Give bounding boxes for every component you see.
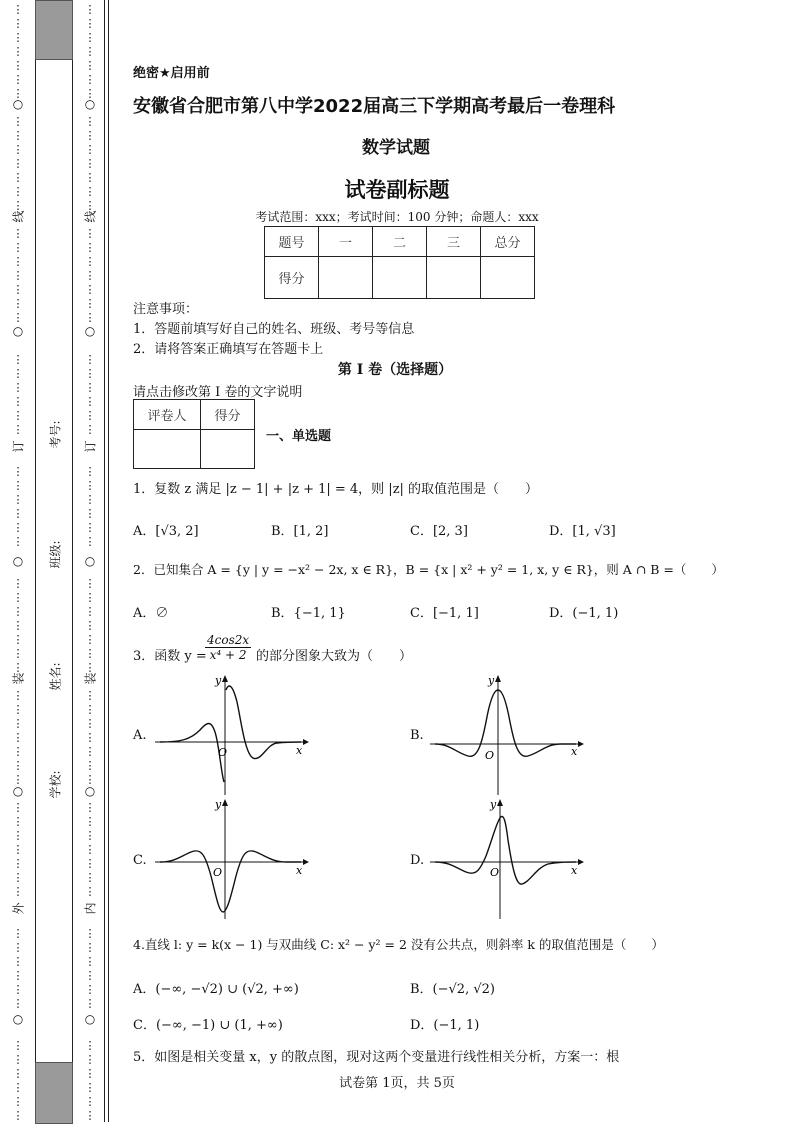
cut-line-dot: ⋮ xyxy=(12,745,24,758)
cut-line-circle: ○ xyxy=(84,97,96,111)
field-exam-number: 考号: xyxy=(48,420,63,449)
cut-line-char: 订 xyxy=(83,440,98,453)
cut-line-dot: ⋮ xyxy=(84,493,96,506)
cut-line-circle: ○ xyxy=(12,784,24,798)
cut-line-dot: ⋮ xyxy=(84,1053,96,1066)
score-table-header: 总分 xyxy=(481,227,535,257)
graph-origin-label: O xyxy=(485,749,495,762)
graph-option-a[interactable] xyxy=(155,672,310,797)
option-1-b[interactable]: B．[1, 2] xyxy=(271,524,329,539)
cut-line-dot: ⋮ xyxy=(84,773,96,786)
cut-line-dot: ⋮ xyxy=(12,171,24,184)
cut-line-dot: ⋮ xyxy=(84,843,96,856)
cut-line-dot: ⋮ xyxy=(12,507,24,520)
cut-line-dot: ⋮ xyxy=(12,227,24,240)
cut-line-circle: ○ xyxy=(84,554,96,568)
cut-line-dot: ⋮ xyxy=(12,3,24,16)
section-title: 第 I 卷（选择题） xyxy=(337,362,453,378)
cut-line-dot: ⋮ xyxy=(84,3,96,16)
cut-line-dot: ⋮ xyxy=(84,283,96,296)
cut-line-dot: ⋮ xyxy=(12,829,24,842)
cut-line-dot: ⋮ xyxy=(84,87,96,100)
cut-line-dot: ⋮ xyxy=(12,59,24,72)
cut-line-dot: ⋮ xyxy=(12,941,24,954)
cut-line-dot: ⋮ xyxy=(12,31,24,44)
cut-line-circle: ○ xyxy=(84,324,96,338)
section-desc: 请点击修改第 I 卷的文字说明 xyxy=(133,385,303,400)
question-1-stem: 1．复数 z 满足 |z − 1| + |z + 1| = 4，则 |z| 的取值范围是（ ） xyxy=(133,482,539,497)
option-2-c[interactable]: C．[−1, 1] xyxy=(410,606,479,621)
cut-line-dot: ⋮ xyxy=(84,269,96,282)
cut-line-dot: ⋮ xyxy=(84,465,96,478)
cut-line-dot: ⋮ xyxy=(84,367,96,380)
graph-y-label: y xyxy=(488,674,495,687)
cut-line-dot: ⋮ xyxy=(84,255,96,268)
cut-line-dot: ⋮ xyxy=(84,731,96,744)
cut-line-dot: ⋮ xyxy=(84,241,96,254)
cut-line-dot: ⋮ xyxy=(12,997,24,1010)
cut-line-dot: ⋮ xyxy=(12,591,24,604)
cut-line-char: 线 xyxy=(83,210,98,223)
cut-line-dot: ⋮ xyxy=(12,381,24,394)
score-table-header: 三 xyxy=(427,227,481,257)
part-heading: 一、单选题 xyxy=(266,429,332,444)
cut-line-dot: ⋮ xyxy=(84,297,96,310)
cut-line-dot: ⋮ xyxy=(12,115,24,128)
cut-line-dot: ⋮ xyxy=(12,815,24,828)
paper-subtitle: 试卷副标题 xyxy=(344,178,450,202)
cut-line-dot: ⋮ xyxy=(84,381,96,394)
score-cell[interactable] xyxy=(373,257,427,299)
cut-line-dot: ⋮ xyxy=(84,59,96,72)
score-table-header: 题号 xyxy=(265,227,319,257)
score-cell[interactable] xyxy=(319,257,373,299)
cut-line-dot: ⋮ xyxy=(12,969,24,982)
option-4-a[interactable]: A．(−∞, −√2) ∪ (√2, +∞) xyxy=(133,982,299,997)
cut-line-dot: ⋮ xyxy=(84,311,96,324)
cut-line-dot: ⋮ xyxy=(84,759,96,772)
grader-cell[interactable] xyxy=(134,430,201,469)
cut-line-dot: ⋮ xyxy=(84,955,96,968)
cut-line-dot: ⋮ xyxy=(84,605,96,618)
cut-line-dot: ⋮ xyxy=(12,423,24,436)
cut-line-dot: ⋮ xyxy=(84,801,96,814)
cut-line-dot: ⋮ xyxy=(84,199,96,212)
cut-line-dot: ⋮ xyxy=(84,479,96,492)
cut-line-dot: ⋮ xyxy=(12,535,24,548)
question-5-stem: 5．如图是相关变量 x，y 的散点图，现对这两个变量进行线性相关分析，方案一：根 xyxy=(133,1050,620,1065)
question-3-stem-prefix: 3．函数 y = xyxy=(133,649,207,664)
cut-line-dot: ⋮ xyxy=(12,465,24,478)
fraction-denominator: x⁴ + 2 xyxy=(209,648,247,662)
grader-header: 得分 xyxy=(201,400,255,430)
binding-gray-block-top xyxy=(35,0,73,60)
question-3-fraction xyxy=(205,633,251,662)
cut-line-dot: ⋮ xyxy=(84,591,96,604)
cut-line-dot: ⋮ xyxy=(12,1095,24,1108)
cut-line-dot: ⋮ xyxy=(12,647,24,660)
cut-line-dot: ⋮ xyxy=(84,857,96,870)
option-3-b[interactable]: B. xyxy=(410,728,424,743)
graph-option-d[interactable] xyxy=(430,796,585,921)
cut-line-dot: ⋮ xyxy=(12,87,24,100)
cut-line-dot: ⋮ xyxy=(12,927,24,940)
paper-title-line2: 数学试题 xyxy=(362,138,430,158)
fraction-numerator: 4cos2x xyxy=(207,633,250,647)
cut-line-dot: ⋮ xyxy=(12,199,24,212)
option-3-a[interactable]: A. xyxy=(133,728,147,743)
cut-line-dot: ⋮ xyxy=(84,507,96,520)
cut-line-dot: ⋮ xyxy=(84,73,96,86)
cut-line-circle: ○ xyxy=(12,97,24,111)
cut-line-dot: ⋮ xyxy=(84,829,96,842)
cut-line-dot: ⋮ xyxy=(84,927,96,940)
option-1-a[interactable]: A．[√3, 2] xyxy=(133,524,199,539)
cut-line-dot: ⋮ xyxy=(12,731,24,744)
option-4-c[interactable]: C．(−∞, −1) ∪ (1, +∞) xyxy=(133,1018,283,1033)
cut-line-dot: ⋮ xyxy=(12,955,24,968)
cut-line-dot: ⋮ xyxy=(84,17,96,30)
cut-line-dot: ⋮ xyxy=(12,1053,24,1066)
cut-line-dot: ⋮ xyxy=(84,1067,96,1080)
cut-line-dot: ⋮ xyxy=(84,115,96,128)
cut-line-dot: ⋮ xyxy=(12,45,24,58)
cut-line-dot: ⋮ xyxy=(84,703,96,716)
cut-line-dot: ⋮ xyxy=(12,857,24,870)
cut-line-dot: ⋮ xyxy=(84,45,96,58)
notes-item: 2．请将答案正确填写在答题卡上 xyxy=(133,342,324,357)
option-4-b[interactable]: B．(−√2, √2) xyxy=(410,982,495,997)
cut-line-dot: ⋮ xyxy=(12,1039,24,1052)
cut-line-dot: ⋮ xyxy=(84,871,96,884)
cut-line-dot: ⋮ xyxy=(12,1109,24,1122)
grader-cell[interactable] xyxy=(201,430,255,469)
option-2-a[interactable]: A．∅ xyxy=(133,606,169,621)
cut-line-dot: ⋮ xyxy=(84,521,96,534)
cut-line-dot: ⋮ xyxy=(12,157,24,170)
cut-line-dot: ⋮ xyxy=(84,661,96,674)
cut-line-dot: ⋮ xyxy=(12,801,24,814)
option-4-d[interactable]: D．(−1, 1) xyxy=(410,1018,480,1033)
graph-x-label: x xyxy=(571,864,578,877)
cut-line-dot: ⋮ xyxy=(12,521,24,534)
cut-line-dot: ⋮ xyxy=(12,661,24,674)
cut-line-dot: ⋮ xyxy=(84,129,96,142)
cut-line-char: 装 xyxy=(83,672,98,685)
graph-x-label: x xyxy=(571,745,578,758)
cut-line-dot: ⋮ xyxy=(84,1081,96,1094)
cut-line-dot: ⋮ xyxy=(12,759,24,772)
graph-y-label: y xyxy=(215,674,222,687)
cut-line-dot: ⋮ xyxy=(84,633,96,646)
score-cell[interactable] xyxy=(481,257,535,299)
cut-line-dot: ⋮ xyxy=(84,1095,96,1108)
option-1-c[interactable]: C．[2, 3] xyxy=(410,524,468,539)
graph-origin-label: O xyxy=(490,866,500,879)
score-table-header: 一 xyxy=(319,227,373,257)
graph-y-label: y xyxy=(215,798,222,811)
cut-line-dot: ⋮ xyxy=(84,815,96,828)
cut-line-dot: ⋮ xyxy=(12,717,24,730)
cut-line-dot: ⋮ xyxy=(84,535,96,548)
cut-line-dot: ⋮ xyxy=(84,997,96,1010)
cut-line-dot: ⋮ xyxy=(84,983,96,996)
cut-line-dot: ⋮ xyxy=(12,689,24,702)
cut-line-dot: ⋮ xyxy=(12,409,24,422)
cut-line-dot: ⋮ xyxy=(12,577,24,590)
cut-line-dot: ⋮ xyxy=(84,157,96,170)
notes-title: 注意事项： xyxy=(133,302,199,317)
graph-option-c[interactable] xyxy=(155,796,310,921)
field-school: 学校: xyxy=(48,770,63,799)
question-3-stem-suffix: 的部分图象大致为（ ） xyxy=(256,649,413,664)
cut-line-char: 订 xyxy=(11,440,26,453)
cut-line-char: 内 xyxy=(83,902,98,915)
cut-line-dot: ⋮ xyxy=(84,143,96,156)
cut-line-dot: ⋮ xyxy=(84,969,96,982)
cut-line-dot: ⋮ xyxy=(12,73,24,86)
cut-line-dot: ⋮ xyxy=(12,255,24,268)
field-name: 姓名: xyxy=(48,662,63,691)
option-2-d[interactable]: D．(−1, 1) xyxy=(549,606,619,621)
cut-line-dot: ⋮ xyxy=(12,983,24,996)
cut-line-dot: ⋮ xyxy=(12,619,24,632)
field-class: 班级: xyxy=(48,540,63,569)
cut-line-dot: ⋮ xyxy=(12,311,24,324)
cut-line-dot: ⋮ xyxy=(84,185,96,198)
cut-line-dot: ⋮ xyxy=(84,31,96,44)
question-4-stem: 4.直线 l: y = k(x − 1) 与双曲线 C: x² − y² = 2 没有公共点，则斜率 k 的取值范围是（ ） xyxy=(133,937,664,952)
graph-x-label: x xyxy=(296,864,303,877)
cut-line-dot: ⋮ xyxy=(12,479,24,492)
cut-line-dot: ⋮ xyxy=(12,367,24,380)
cut-line-dot: ⋮ xyxy=(84,717,96,730)
cut-line-dot: ⋮ xyxy=(12,843,24,856)
cut-line-dot: ⋮ xyxy=(12,703,24,716)
cut-line-dot: ⋮ xyxy=(84,423,96,436)
cut-line-dot: ⋮ xyxy=(84,647,96,660)
cut-line-dot: ⋮ xyxy=(12,1081,24,1094)
paper-title-line1: 安徽省合肥市第八中学2022届高三下学期高考最后一卷理科 xyxy=(133,96,616,117)
cut-line-circle: ○ xyxy=(84,1012,96,1026)
graph-y-label: y xyxy=(490,798,497,811)
cut-line-dot: ⋮ xyxy=(12,143,24,156)
cut-line-char: 装 xyxy=(11,672,26,685)
cut-line-dot: ⋮ xyxy=(12,129,24,142)
cut-line-char: 外 xyxy=(11,902,26,915)
cut-line-dot: ⋮ xyxy=(12,395,24,408)
cut-line-dot: ⋮ xyxy=(12,1067,24,1080)
cut-line-dot: ⋮ xyxy=(84,577,96,590)
cut-line-circle: ○ xyxy=(12,324,24,338)
cut-line-dot: ⋮ xyxy=(12,885,24,898)
cut-line-dot: ⋮ xyxy=(12,283,24,296)
notes-item: 1．答题前填写好自己的姓名、班级、考号等信息 xyxy=(133,322,415,337)
graph-origin-label: O xyxy=(218,746,228,759)
cut-line-dot: ⋮ xyxy=(84,745,96,758)
cut-line-dot: ⋮ xyxy=(84,353,96,366)
option-1-d[interactable]: D．[1, √3] xyxy=(549,524,616,539)
option-3-d[interactable]: D. xyxy=(410,853,425,868)
cut-line-dot: ⋮ xyxy=(84,1039,96,1052)
cut-line-dot: ⋮ xyxy=(12,17,24,30)
cut-line-dot: ⋮ xyxy=(84,395,96,408)
cut-line-dot: ⋮ xyxy=(84,171,96,184)
graph-option-b[interactable] xyxy=(430,672,585,797)
cut-line-circle: ○ xyxy=(12,554,24,568)
cut-line-dot: ⋮ xyxy=(84,689,96,702)
cut-line-dot: ⋮ xyxy=(84,409,96,422)
grader-table xyxy=(133,399,255,469)
cut-line-dot: ⋮ xyxy=(12,297,24,310)
cut-line-dot: ⋮ xyxy=(84,885,96,898)
exam-info: 考试范围：xxx；考试时间：100 分钟；命题人：xxx xyxy=(255,210,539,224)
question-2-stem: 2．已知集合 A = {y | y = −x² − 2x, x ∈ R}，B = {x | x² + y² = 1, x, y ∈ R}，则 A ∩ B =（ ） xyxy=(133,562,724,577)
cut-line-circle: ○ xyxy=(84,784,96,798)
cut-line-dot: ⋮ xyxy=(12,269,24,282)
page-footer: 试卷第 1页，共 5页 xyxy=(339,1076,455,1091)
cut-line-dot: ⋮ xyxy=(84,941,96,954)
cut-line-dot: ⋮ xyxy=(12,185,24,198)
grader-header: 评卷人 xyxy=(134,400,201,430)
cut-line-dot: ⋮ xyxy=(12,773,24,786)
graph-origin-label: O xyxy=(213,866,223,879)
cut-line-dot: ⋮ xyxy=(12,605,24,618)
cut-line-dot: ⋮ xyxy=(84,227,96,240)
score-cell[interactable] xyxy=(427,257,481,299)
score-table xyxy=(264,226,535,299)
cut-line-dot: ⋮ xyxy=(12,871,24,884)
cut-line-dot: ⋮ xyxy=(84,619,96,632)
cut-line-dot: ⋮ xyxy=(12,241,24,254)
score-row-label: 得分 xyxy=(265,257,319,299)
score-table-header: 二 xyxy=(373,227,427,257)
option-3-c[interactable]: C. xyxy=(133,853,147,868)
cut-line-dot: ⋮ xyxy=(12,493,24,506)
graph-x-label: x xyxy=(296,744,303,757)
cut-line-char: 线 xyxy=(11,210,26,223)
cut-line-dot: ⋮ xyxy=(12,353,24,366)
cut-line-circle: ○ xyxy=(12,1012,24,1026)
option-2-b[interactable]: B．{−1, 1} xyxy=(271,606,346,621)
cut-line-dot: ⋮ xyxy=(84,1109,96,1122)
cut-line-dot: ⋮ xyxy=(12,633,24,646)
secret-label: 绝密★启用前 xyxy=(133,66,210,81)
